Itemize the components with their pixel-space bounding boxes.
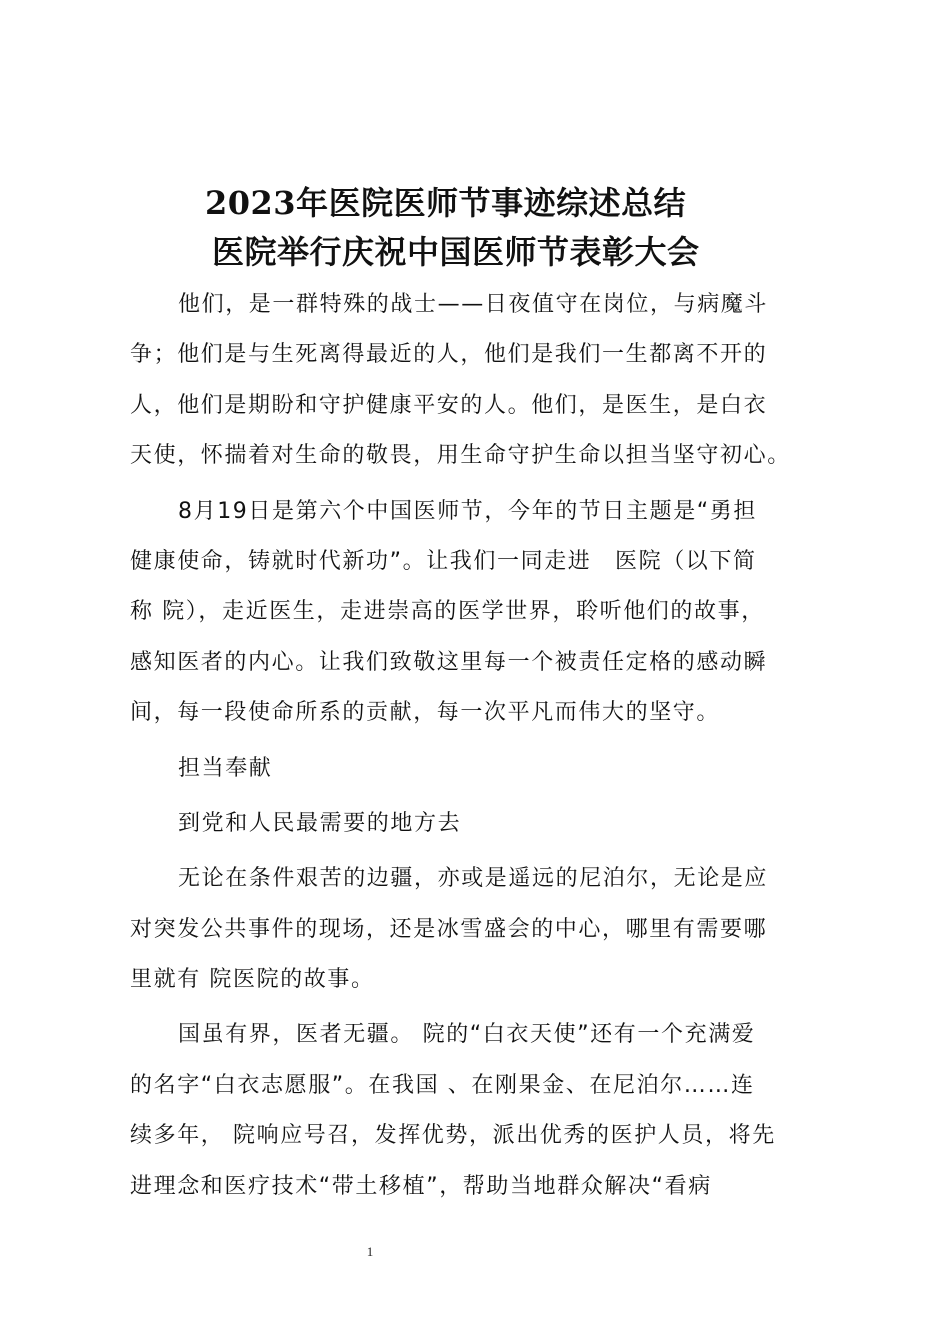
body-line: 8月19日是第六个中国医师节，今年的节日主题是“勇担 [178,498,757,524]
document-body [130,280,830,1212]
body-line: 他们，是一群特殊的战士——日夜值守在岗位，与病魔斗 [178,292,769,317]
document-subtitle: 医院举行庆祝中国医师节表彰大会 [212,233,700,271]
body-line: 争；他们是与生死离得最近的人，他们是我们一生都离不开的 [130,342,768,368]
body-line: 里就有 院医院的故事。 [130,967,375,993]
section-heading: 担当奉献 [178,755,273,781]
body-line: 感知医者的内心。让我们致敬这里每一个被责任定格的感动瞬 [130,649,768,675]
page-number: 1 [366,1244,374,1259]
section-subheading: 到党和人民最需要的地方去 [178,810,462,836]
document-title: 2023年医院医师节事迹综述总结 [205,184,687,222]
body-line: 对突发公共事件的现场，还是冰雪盛会的中心，哪里有需要哪 [130,916,768,942]
body-line: 进理念和医疗技术“带土移植”，帮助当地群众解决“看病 [130,1173,712,1199]
body-line: 称 院），走近医生，走进崇高的医学世界，聆听他们的故事， [130,599,765,625]
body-line: 无论在条件艰苦的边疆，亦或是遥远的尼泊尔，无论是应 [178,866,769,892]
body-line: 人，他们是期盼和守护健康平安的人。他们，是医生，是白衣 [130,392,768,418]
body-line: 天使，怀揣着对生命的敬畏，用生命守护生命以担当坚守初心。 [130,443,791,469]
body-line: 的名字“白衣志愿服”。在我国 、在刚果金、在尼泊尔……连 [130,1072,755,1098]
body-line: 国虽有界，医者无疆。 院的“白衣天使”还有一个充满爱 [178,1022,756,1048]
body-line: 续多年， 院响应号召，发挥优势，派出优秀的医护人员，将先 [130,1123,776,1149]
body-line: 健康使命，铸就时代新功”。让我们一同走进 医院（以下简 [130,548,757,574]
body-line: 间，每一段使命所系的贡献，每一次平凡而伟大的坚守。 [130,700,721,726]
